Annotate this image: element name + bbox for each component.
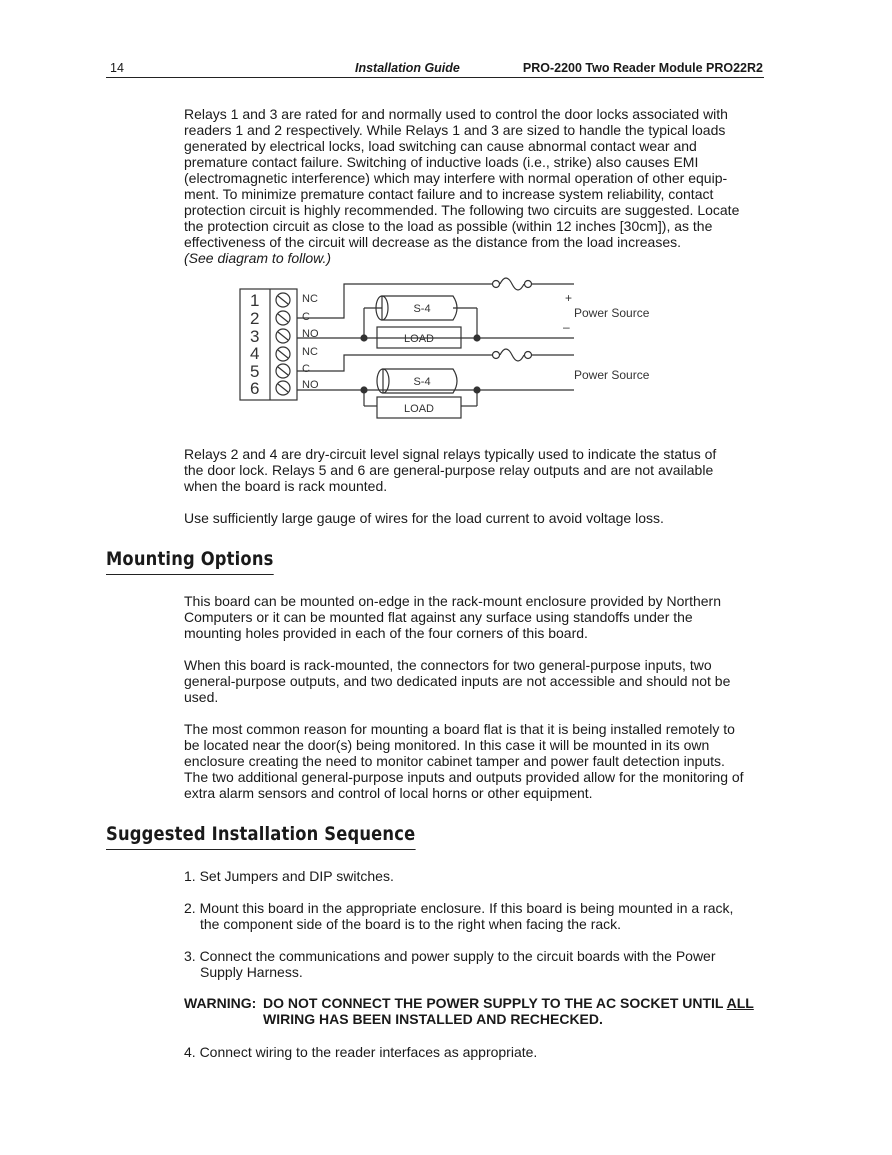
contact-label: C xyxy=(302,311,310,323)
terminal-screws xyxy=(276,293,290,395)
step-1-text: 1. Set Jumpers and DIP switches. xyxy=(184,868,394,884)
mounting-paragraph-2: When this board is rack-mounted, the connectors for two general-purpose inputs, two general-purpose outputs, and two dedicated inputs are not accessible and should not be used. xyxy=(184,657,731,705)
contact-label: NO xyxy=(302,328,319,340)
warning-text xyxy=(263,995,773,1027)
terminal-number: 5 xyxy=(250,362,260,381)
step-2-text: 2. Mount this board in the appropriate enclosure. If this board is being mounted in a rack, xyxy=(184,900,734,916)
warning-text-part: DO NOT CONNECT THE POWER SUPPLY TO THE AC SOCKET UNTIL xyxy=(263,995,727,1011)
contact-label: NC xyxy=(302,346,318,358)
terminal-number: 1 xyxy=(250,291,260,310)
load-label: LOAD xyxy=(404,333,434,345)
contact-label: C xyxy=(302,363,310,375)
power-source-label: Power Source xyxy=(574,306,650,320)
list-item xyxy=(184,1044,764,1060)
minus-sign: – xyxy=(563,320,570,334)
step-3-text: 3. Connect the communications and power supply to the circuit boards with the Power xyxy=(184,948,716,964)
wire-gauge-paragraph: Use sufficiently large gauge of wires for the load current to avoid voltage loss. xyxy=(184,510,664,526)
terminal-number: 3 xyxy=(250,327,260,346)
circuit-2 xyxy=(297,349,574,418)
page-header xyxy=(106,60,764,78)
s4-label: S-4 xyxy=(413,376,431,388)
terminal-number: 2 xyxy=(250,309,260,328)
relay-protection-diagram xyxy=(230,272,670,427)
contact-label: NC xyxy=(302,293,318,305)
warning-label: WARNING: xyxy=(184,995,257,1011)
dry-circuit-paragraph: Relays 2 and 4 are dry-circuit level signal relays typically used to indicate the status of the door lock. Relays 5 and 6 are general-purpose relay outputs and are not available when the board is rack mounted. xyxy=(184,446,717,494)
mounting-options-heading: Mounting Options xyxy=(106,548,274,575)
terminal-number: 6 xyxy=(250,379,260,398)
mounting-paragraph-1: This board can be mounted on-edge in the rack-mount enclosure provided by Northern Computers or it can be mounted flat against any surface using standoffs under the mounting holes provided in each of the four corners of this board. xyxy=(184,593,721,641)
power-source-label: Power Source xyxy=(574,368,650,382)
step-4-text: 4. Connect wiring to the reader interfaces as appropriate. xyxy=(184,1044,538,1060)
contact-label: NO xyxy=(302,379,319,391)
list-item xyxy=(184,868,764,884)
warning-text-part: WIRING HAS BEEN INSTALLED AND RECHECKED. xyxy=(263,1011,603,1027)
circuit-1 xyxy=(297,278,574,348)
s4-label: S-4 xyxy=(413,303,431,315)
mounting-paragraph-3: The most common reason for mounting a board flat is that it is being installed remotely to be located near the door(s) being monitored. In this case it will be mounted in its own enclosure creating the need to monitor cabinet tamper and power fault detection inputs. The two additional general-purpose inputs and outputs provided allow for the monitoring of extra alarm sensors and control of local horns or other equipment. xyxy=(184,721,744,801)
installation-sequence-heading: Suggested Installation Sequence xyxy=(106,823,415,850)
load-label: LOAD xyxy=(404,403,434,415)
list-item xyxy=(184,900,764,932)
guide-title: Installation Guide xyxy=(355,61,460,75)
step-3-continuation: Supply Harness. xyxy=(200,964,303,980)
terminal-number: 4 xyxy=(250,344,260,363)
warning-emphasis: ALL xyxy=(726,995,754,1011)
page-number: 14 xyxy=(110,61,124,75)
list-item xyxy=(184,948,764,980)
relay-intro-paragraph: Relays 1 and 3 are rated for and normally used to control the door locks associated with readers 1 and 2 respectively. While Relays 1 and 3 are sized to handle the typical loads generated by electrical locks, load switching can cause abnormal contact wear and premature contact failure. Switching of inductive loads (i.e., strike) also causes EMI (electromagnetic interference) which may interfere with normal operation of other equip- ment. To minimize premature contact failure and to increase system reliability, contact protection circuit is highly recommended. The following two circuits are suggested. Locate the protection circuit as close to the load as possible (within 12 inches [30cm]), as the effectiveness of the circuit will decrease as the distance from the load increases. xyxy=(184,106,740,250)
plus-sign: + xyxy=(565,291,573,305)
step-2-continuation: the component side of the board is to the right when facing the rack. xyxy=(200,916,622,932)
product-title: PRO-2200 Two Reader Module PRO22R2 xyxy=(522,61,763,75)
see-diagram-note: (See diagram to follow.) xyxy=(184,250,332,266)
